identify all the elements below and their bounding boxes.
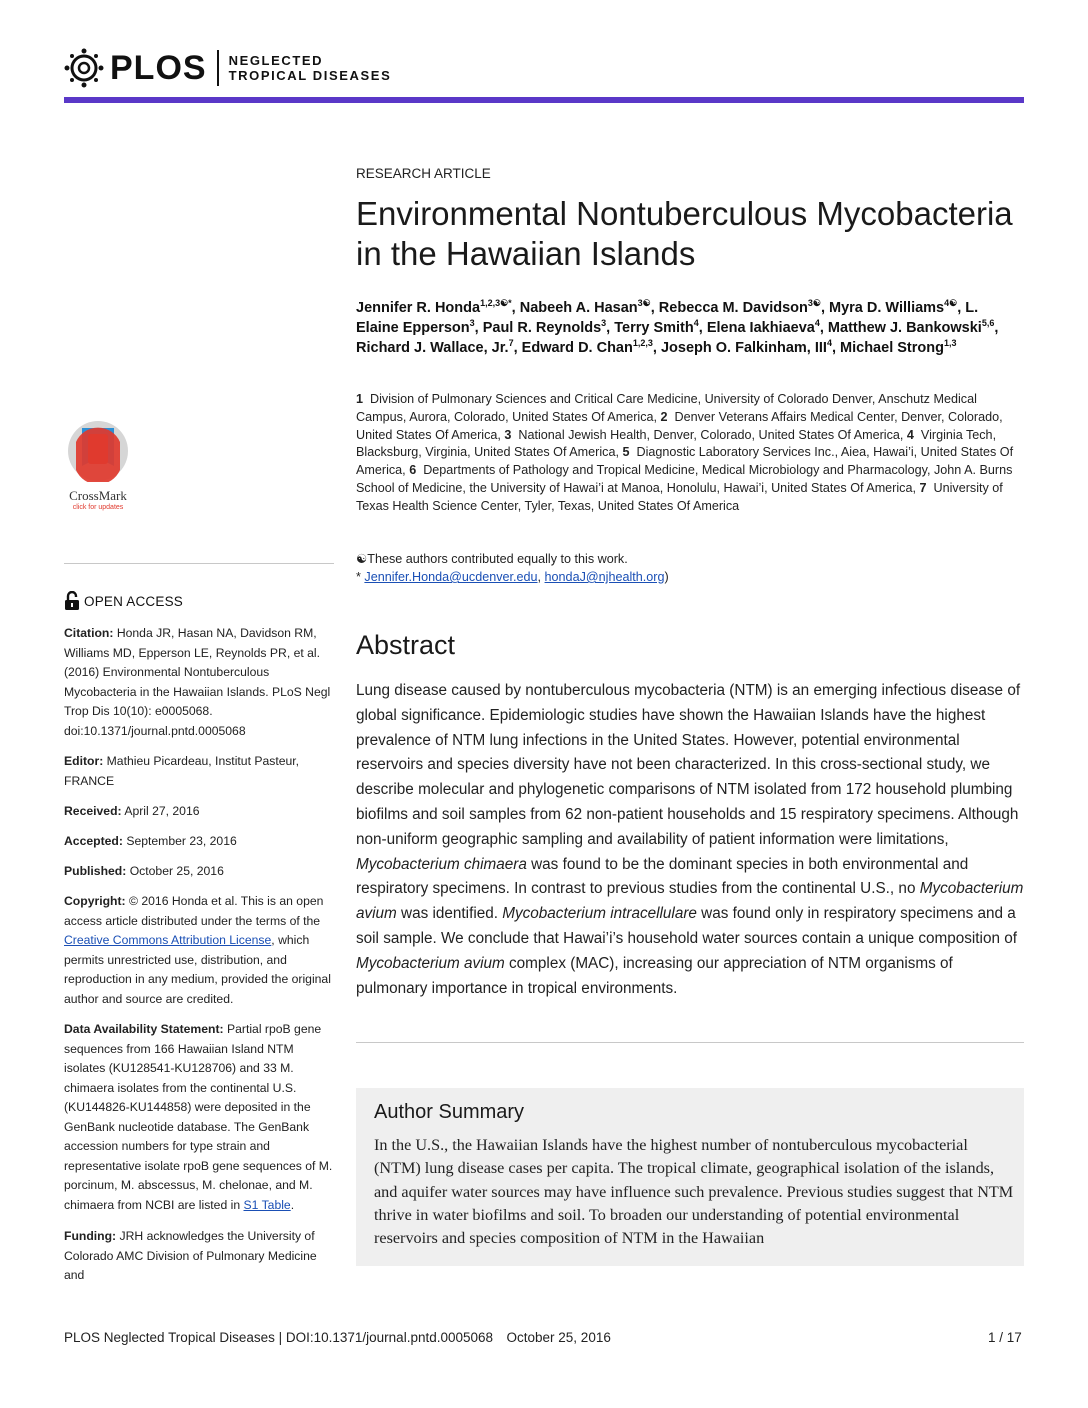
author-name: Matthew J. Bankowski <box>827 320 982 336</box>
affiliation-number: 2 <box>660 409 668 424</box>
corr-suffix: ) <box>664 570 669 584</box>
affiliation-number: 4 <box>906 427 914 442</box>
received-value: April 27, 2016 <box>124 804 200 818</box>
funding <box>64 1227 336 1286</box>
plos-wordmark: PLOS <box>110 48 207 87</box>
accepted-value: September 23, 2016 <box>126 834 237 848</box>
footer-citation: PLOS Neglected Tropical Diseases | DOI:10.1371/journal.pntd.0005068 October 25, 2016 <box>64 1330 611 1345</box>
affiliation-text: Departments of Pathology and Tropical Medicine, Medical Microbiology and Pharmacology, John A. Burns School of Medicine, the University of Hawai’i at Manoa, Honolulu, Hawai’i, United States Of America, <box>356 463 1013 495</box>
author-affiliation-marker: 3☯ <box>637 298 651 309</box>
affiliations <box>356 391 1024 516</box>
affiliation-number: 1 <box>356 392 364 406</box>
author-name: Terry Smith <box>614 320 694 336</box>
crossmark-sublabel: click for updates <box>72 504 124 511</box>
email-link-honda-njhealth[interactable]: hondaJ@njhealth.org <box>544 570 665 584</box>
editor-label: Editor: <box>64 754 104 768</box>
author-name: Jennifer R. Honda <box>356 300 481 316</box>
abstract-text-run: was identified. <box>396 905 503 923</box>
accepted-date <box>64 832 336 852</box>
logo-divider <box>217 50 219 86</box>
author-affiliation-marker: 1,3 <box>943 338 957 349</box>
author-affiliation-marker: 3☯ <box>807 298 821 309</box>
copyright-text-end: , which permits unrestricted use, distribution, and reproduction in any medium, provided the original author and source are credited. <box>64 933 331 1006</box>
received-date <box>64 802 336 822</box>
author-affiliation-marker: 4☯ <box>944 298 958 309</box>
author-name: Rebecca M. Davidson <box>658 300 808 316</box>
citation-text: Honda JR, Hasan NA, Davidson RM, Williams MD, Epperson LE, Reynolds PR, et al. (2016) Environmental Nontuberculous Mycobacteria in the Hawaiian Islands. PLoS Negl Trop Dis 10(10): e0005068. doi:10.1371/journal.pntd.0005068 <box>64 626 331 738</box>
affiliation-text: University of Texas Health Science Center, Tyler, Texas, United States Of America <box>356 480 1003 513</box>
author-affiliation-marker: 4 <box>693 318 699 329</box>
author-affiliation-marker: 5,6 <box>981 318 995 329</box>
copyright-label: Copyright: <box>64 894 126 908</box>
affiliation-number: 6 <box>409 463 417 478</box>
funding-text: JRH acknowledges the University of Colorado AMC Division of Pulmonary Medicine and <box>64 1229 317 1282</box>
published-label: Published: <box>64 864 127 878</box>
corr-prefix: * <box>356 570 365 584</box>
author-affiliation-marker: 4 <box>814 318 820 329</box>
funding-label: Funding: <box>64 1229 117 1243</box>
abstract-text-run: was found to be the dominant species in both environmental and respiratory specimens. In contrast to previous studies from the continental U.S., no <box>356 855 969 898</box>
crossmark-icon <box>62 420 134 482</box>
published-date <box>64 862 336 882</box>
author-name: Joseph O. Falkinham, III <box>660 340 827 356</box>
crossmark-label: CrossMark <box>69 488 127 503</box>
author-affiliation-marker: 1,2,3 <box>632 338 653 349</box>
author-name: L. Elaine Epperson <box>356 300 979 336</box>
abstract-body <box>356 679 1024 1001</box>
email-link-honda-ucdenver[interactable]: Jennifer.Honda@ucdenver.edu <box>364 570 538 584</box>
author-name: Richard J. Wallace, Jr. <box>356 340 509 356</box>
accepted-label: Accepted: <box>64 834 123 848</box>
affiliation-text: Virginia Tech, Blacksburg, Virginia, United States Of America, <box>356 427 997 460</box>
affiliation-text: Division of Pulmonary Sciences and Critical Care Medicine, University of Colorado Denver, Anschutz Medical Campus, Aurora, Colorado, United States Of America, <box>356 392 977 424</box>
header-accent-bar <box>64 97 1024 103</box>
affiliation-number: 3 <box>504 427 512 442</box>
species-name: Mycobacterium chimaera <box>356 855 527 873</box>
author-name: Paul R. Reynolds <box>482 320 602 336</box>
affiliation-text: National Jewish Health, Denver, Colorado, United States Of America, <box>518 427 904 442</box>
affiliation-text: Diagnostic Laboratory Services Inc., Aiea, Hawai’i, United States Of America, <box>356 445 1014 478</box>
corresponding-author <box>356 569 669 587</box>
species-name: Mycobacterium avium <box>356 880 1024 923</box>
sidebar-divider <box>64 563 334 564</box>
corr-separator: , <box>537 570 545 584</box>
author-name: Edward D. Chan <box>521 340 633 356</box>
received-label: Received: <box>64 804 122 818</box>
copyright-text: © 2016 Honda et al. This is an open access article distributed under the terms of the <box>64 894 324 928</box>
author-name: Michael Strong <box>840 340 944 356</box>
plos-emblem-icon <box>64 48 104 88</box>
copyright <box>64 892 336 1009</box>
data-availability-label: Data Availability Statement: <box>64 1022 224 1036</box>
author-name: Myra D. Williams <box>829 300 945 316</box>
author-name: Nabeeh A. Hasan <box>519 300 638 316</box>
journal-name <box>229 53 392 83</box>
abstract-text-run: was found only in respiratory specimens and a soil sample. We conclude that Hawai’i’s household water sources contain a unique composition of <box>356 905 1017 947</box>
equal-contribution-icon: ☯ <box>356 552 368 566</box>
species-name: Mycobacterium intracellulare <box>502 905 697 923</box>
equal-contribution-text: These authors contributed equally to this work. <box>367 552 628 566</box>
data-availability-end: . <box>290 1197 295 1212</box>
open-lock-icon <box>64 591 80 611</box>
author-affiliation-marker: 3 <box>469 318 475 329</box>
data-availability <box>64 1020 336 1215</box>
author-affiliation-marker: 4 <box>826 338 832 349</box>
published-value: October 25, 2016 <box>129 864 224 878</box>
s1-table-link[interactable]: S1 Table <box>243 1197 291 1212</box>
article-title: Environmental Nontuberculous Mycobacteria in the Hawaiian Islands <box>356 195 1013 272</box>
affiliation-text: Denver Veterans Affairs Medical Center, Denver, Colorado, United States Of America, <box>356 409 1003 442</box>
editor <box>64 752 336 791</box>
author-affiliation-marker: 7 <box>508 338 514 349</box>
open-access-badge <box>64 591 183 611</box>
editor-text: Mathieu Picardeau, Institut Pasteur, FRANCE <box>64 754 300 788</box>
open-access-label: OPEN ACCESS <box>84 593 183 609</box>
crossmark-badge[interactable] <box>62 420 134 512</box>
author-summary-heading: Author Summary <box>374 1101 525 1123</box>
cc-license-link[interactable]: Creative Commons Attribution License <box>64 933 272 947</box>
abstract-heading: Abstract <box>356 630 456 660</box>
author-affiliation-marker: 3 <box>601 318 607 329</box>
plos-logo[interactable] <box>64 48 391 88</box>
author-list: Jennifer R. Honda$^{1,2,3☯*}$, Nabeeh A. Hasan$^{3☯}$, Rebecca M. Davidson$^{3☯}$, Myra D. Williams$^{4☯}$, L. Elaine Epperson$^3$, Paul R. Reynolds$^3$, Terry Smith$^4$, Elena Iakhiaeva$^4$, Matthew J. Bankowski$^{5,6}$, Richard J. Wallace, Jr.$^7$, Edward D. Chan$^{1,2,3}$, Joseph O. Falkinham, III$^4$, Michael Strong$^{1,3}$ <box>356 298 999 356</box>
journal-name-line2: TROPICAL DISEASES <box>228 68 392 83</box>
citation-label: Citation: <box>64 626 114 640</box>
author-summary-text: In the U.S., the Hawaiian Islands have the highest number of nontuberculous mycobacterial (NTM) lung disease cases per capita. The tropical climate, geographical isolation of the islands, and aquifer water sources may have influence such prevalence. Previous studies suggest that NTM thrive in water biofilms and soil. To broaden our understanding of potential environmental reservoirs and species composition of NTM in the Hawaiian <box>374 1136 1014 1248</box>
affiliation-number: 7 <box>919 480 927 495</box>
citation <box>64 624 336 741</box>
affiliation-number: 5 <box>622 445 630 460</box>
data-availability-text: Partial rpoB gene sequences from 166 Hawaiian Island NTM isolates (KU128541-KU128706) and 33 M. chimaera isolates from the continental U.S. (KU144826-KU144858) were deposited in the GenBank nucleotide database. The GenBank accession numbers for type strain and representative isolate rpoB gene sequences of M. porcinum, M. abscessus, M. chelonae, and M. chimaera from NCBI are listed in <box>64 1022 333 1212</box>
abstract-text-run: Lung disease caused by nontuberculous mycobacteria (NTM) is an emerging infectious disease of global significance. Epidemiologic studies have shown the Hawaiian Islands have the highest prevalence of NTM lung infections in the United States. However, potential environmental reservoirs and species diversity have not been characterized. In this cross-sectional study, we describe molecular and phylogenetic comparisons of NTM isolated from 172 household plumbing biofilms and soil samples from 62 non-patient households and 15 respiratory specimens. Although non-uniform geographic sampling and availability of patient information were limitations, <box>356 682 1021 848</box>
abstract-divider <box>356 1042 1024 1043</box>
abstract-text-run: complex (MAC), increasing our appreciation of NTM organisms of pulmonary importance in tropical environments. <box>356 954 953 997</box>
author-affiliation-marker: 1,2,3☯* <box>480 298 512 309</box>
species-name: Mycobacterium avium <box>356 954 505 972</box>
author-name: Elena Iakhiaeva <box>706 320 815 336</box>
page-number: 1 / 17 <box>988 1330 1022 1345</box>
journal-name-line1: NEGLECTED <box>228 53 324 68</box>
article-type: RESEARCH ARTICLE <box>356 166 491 181</box>
equal-contribution-note <box>356 551 628 569</box>
